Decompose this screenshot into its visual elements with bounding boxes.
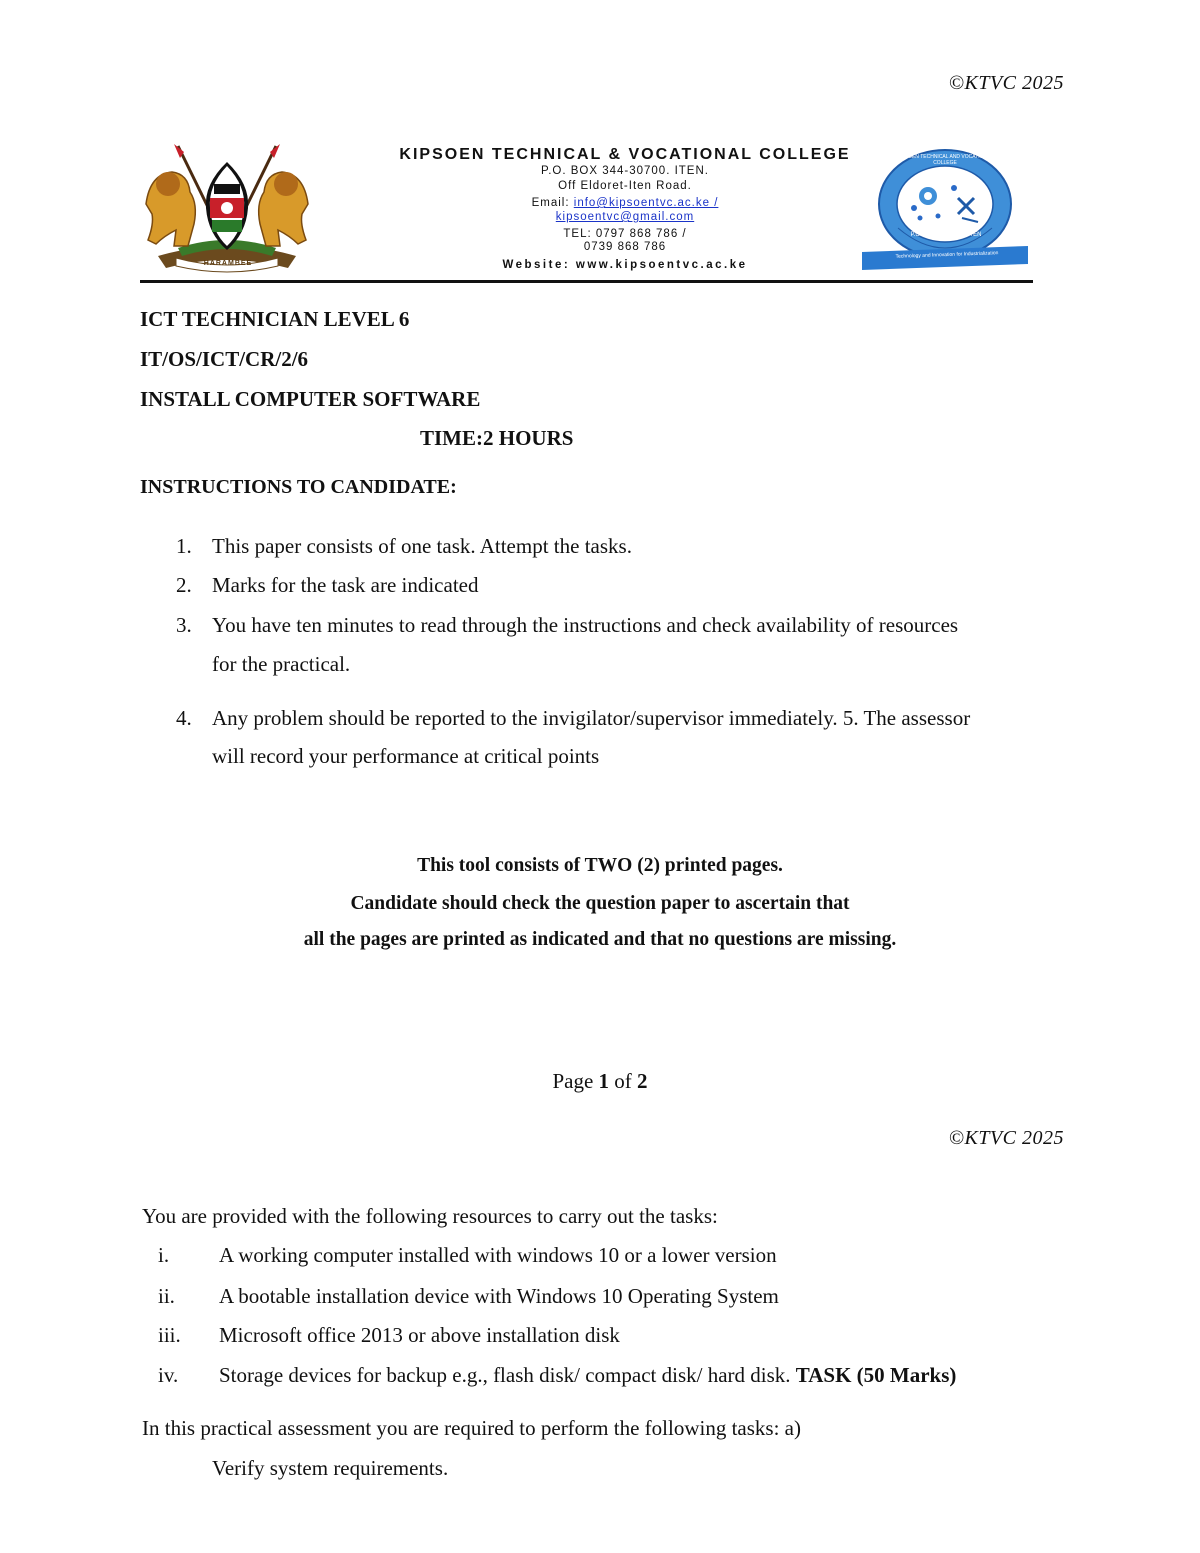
college-email-line-2 bbox=[300, 210, 950, 225]
college-name: KIPSOEN TECHNICAL & VOCATIONAL COLLEGE bbox=[399, 146, 851, 163]
email-label: Email: bbox=[531, 197, 574, 209]
instruction-text: Marks for the task are indicated bbox=[212, 573, 479, 597]
instruction-text: Any problem should be reported to the invigilator/supervisor immediately. 5. The assessor bbox=[212, 706, 971, 730]
college-tel-2: 0739 868 786 bbox=[583, 241, 667, 253]
course-title: ICT TECHNICIAN LEVEL 6 bbox=[140, 307, 410, 331]
college-website: Website: www.kipsoentvc.ac.ke bbox=[502, 259, 748, 271]
resource-number: iii. bbox=[158, 1323, 181, 1347]
college-tel-1: TEL: 0797 868 786 / bbox=[563, 228, 687, 240]
resource-number: ii. bbox=[158, 1284, 175, 1308]
page-number-prefix: Page bbox=[552, 1069, 599, 1093]
coat-of-arms-logo bbox=[138, 144, 316, 274]
resource-item bbox=[219, 1363, 956, 1388]
instruction-number: 2. bbox=[176, 573, 192, 597]
page-number-middle: of bbox=[609, 1069, 638, 1093]
instruction-number: 4. bbox=[176, 706, 192, 730]
college-road: Off Eldoret-Iten Road. bbox=[558, 180, 692, 192]
resource-number: i. bbox=[158, 1243, 170, 1267]
college-email-line bbox=[300, 196, 950, 211]
unit-title: INSTALL COMPUTER SOFTWARE bbox=[140, 387, 481, 411]
notice-line: all the pages are printed as indicated and that no questions are missing. bbox=[303, 929, 897, 950]
unit-code: IT/OS/ICT/CR/2/6 bbox=[140, 347, 309, 371]
email-link-info[interactable]: info@kipsoentvc.ac.ke / bbox=[573, 197, 719, 209]
page-number bbox=[0, 1069, 1200, 1094]
notice-line: This tool consists of TWO (2) printed pages. bbox=[417, 855, 783, 876]
resource-item-text: Storage devices for backup e.g., flash disk/ compact disk/ hard disk. bbox=[219, 1363, 796, 1387]
instructions-heading: INSTRUCTIONS TO CANDIDATE: bbox=[140, 476, 457, 498]
instruction-text-continued: will record your performance at critical points bbox=[212, 744, 600, 768]
coat-of-arms-motto: HARAMBEE bbox=[203, 260, 253, 267]
email-link-gmail[interactable]: kipsoentvc@gmail.com bbox=[555, 211, 695, 223]
task-a: Verify system requirements. bbox=[212, 1456, 449, 1480]
exam-time: TIME:2 HOURS bbox=[420, 426, 574, 450]
instruction-number: 1. bbox=[176, 534, 192, 558]
copyright-notice: ©KTVC 2025 bbox=[948, 72, 1064, 94]
resource-item: Microsoft office 2013 or above installation disk bbox=[219, 1323, 620, 1347]
page-number-total: 2 bbox=[637, 1069, 648, 1093]
resources-intro: You are provided with the following resources to carry out the tasks: bbox=[142, 1204, 718, 1228]
college-emblem-ring-text: KIPSOEN TECHNICAL AND VOCATIONAL COLLEGE bbox=[896, 154, 994, 166]
page-number-current: 1 bbox=[598, 1069, 610, 1093]
college-emblem-address: P.O. BOX 344 30700 ITEN bbox=[910, 232, 982, 238]
instruction-text-continued: for the practical. bbox=[212, 652, 351, 676]
task-intro: In this practical assessment you are required to perform the following tasks: a) bbox=[142, 1416, 801, 1440]
college-po-box: P.O. BOX 344-30700. ITEN. bbox=[541, 165, 709, 177]
instruction-text: This paper consists of one task. Attempt the tasks. bbox=[212, 534, 632, 558]
resource-number: iv. bbox=[158, 1363, 179, 1387]
college-emblem-logo bbox=[858, 148, 1032, 272]
resource-item: A working computer installed with windows 10 or a lower version bbox=[219, 1243, 777, 1267]
task-marks-heading: TASK (50 Marks) bbox=[795, 1363, 957, 1387]
instruction-number: 3. bbox=[176, 613, 192, 637]
resource-item: A bootable installation device with Windows 10 Operating System bbox=[219, 1284, 779, 1308]
college-emblem-ribbon: Technology and Innovation for Industrialization bbox=[895, 250, 999, 260]
header-divider bbox=[140, 280, 1033, 283]
copyright-notice-page-2: ©KTVC 2025 bbox=[948, 1127, 1064, 1149]
instruction-text: You have ten minutes to read through the instructions and check availability of resources bbox=[212, 613, 959, 637]
notice-line: Candidate should check the question paper to ascertain that bbox=[350, 893, 850, 914]
